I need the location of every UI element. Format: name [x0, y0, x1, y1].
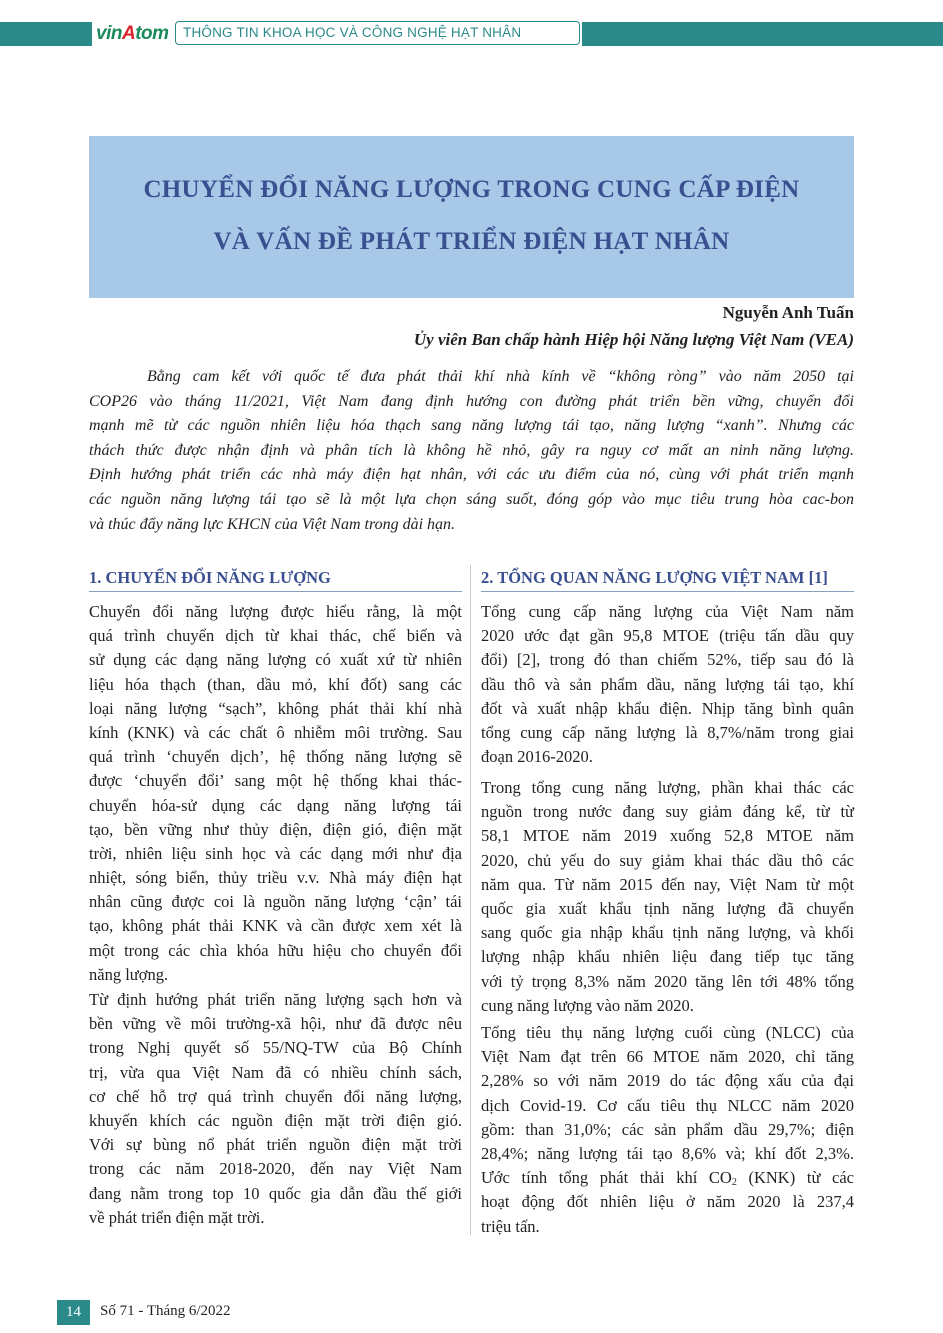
- text-line: đang nằm trong top 10 quốc gia dẫn đầu thế giới: [89, 1183, 462, 1203]
- section-2-paragraph-3: [481, 1021, 854, 1239]
- text-line: Trong tổng cung năng lượng, phần khai thác các: [481, 778, 854, 797]
- text-line: chuyển hóa-sử dụng các dạng năng lượng tái: [89, 795, 462, 815]
- text-line: tổng cung cấp năng lượng là 8,7%/năm trong giai: [481, 722, 854, 742]
- header-accent-bar-right: [582, 22, 943, 46]
- text-line: với tỷ trọng 8,3% năm 2020 tăng lên tới 48% tổng: [481, 971, 854, 991]
- text-line: trời, nhiên liệu sinh học và các dạng mới như địa: [89, 843, 462, 863]
- text-line: 28,4%; năng lượng tái tạo 8,6% và; khí đốt 2,3%.: [481, 1143, 854, 1163]
- text-line: 2,28% so với năm 2019 do tác động xấu của đại: [481, 1071, 854, 1091]
- text-line: kính (KNK) và các chất ô nhiễm môi trường. Sau: [89, 722, 462, 742]
- text-line: đoạn 2016-2020.: [481, 747, 593, 767]
- text-line: năng lượng.: [89, 964, 169, 984]
- page-number: 14: [57, 1300, 90, 1325]
- text-line: tạo, bền vững như thủy điện, điện gió, điện mặt: [89, 819, 462, 839]
- text-line: liệu hóa thạch (than, dầu mỏ, khí đốt) sang các: [89, 674, 462, 694]
- abstract-line: COP26 vào tháng 11/2021, Việt Nam đang định hướng con đường phát triển bền vững, chuyển đổi: [89, 392, 854, 410]
- text-line: trị, vừa qua Việt Nam đã có nhiều chính sách,: [89, 1062, 462, 1082]
- text-line: bền vững về môi trường-xã hội, như đã được nêu: [89, 1014, 462, 1034]
- abstract-line: Định hướng phát triển các nhà máy điện hạt nhân, với các ưu điểm của nó, cùng với phát triển mạnh: [89, 466, 854, 484]
- text-line: triệu tấn.: [481, 1216, 540, 1236]
- text-line: gồm: than 31,0%; các sản phẩm dầu 29,7%; điện: [481, 1119, 854, 1139]
- text-line: hoạt động đốt nhiên liệu ở năm 2020 là 237,4: [481, 1192, 854, 1212]
- text-line: một trong các chìa khóa hữu hiệu cho chuyển đổi: [89, 940, 462, 960]
- text-line: trong các năm 2018-2020, đến nay Việt Nam: [89, 1159, 462, 1179]
- text-line: đốt và xuất nhập khẩu điện. Nhịp tăng bình quân: [481, 698, 854, 718]
- section-1-rule: [89, 591, 462, 592]
- text-line: Tổng tiêu thụ năng lượng cuối cùng (NLCC) của: [481, 1023, 854, 1042]
- abstract-line: mạnh mẽ từ các nguồn nhiên liệu hóa thạch sang năng lượng tái tạo, năng lượng “xanh”. Nhưng các: [89, 417, 854, 435]
- article-title-line-2: VÀ VẤN ĐỀ PHÁT TRIỂN ĐIỆN HẠT NHÂN: [213, 228, 730, 255]
- abstract-line: Bằng cam kết với quốc tế đưa phát thải khí nhà kính về “không ròng” vào năm 2050 tại: [147, 368, 854, 385]
- text-line: đổi) [2], trong đó than chiếm 52%, tiếp sau đó là: [481, 650, 854, 670]
- text-line: về phát triển điện mặt trời.: [89, 1207, 265, 1227]
- section-2-heading: 2. TỔNG QUAN NĂNG LƯỢNG VIỆT NAM [1]: [481, 568, 828, 587]
- text-line: dịch Covid-19. Cơ cấu tiêu thụ NLCC năm 2020: [481, 1095, 854, 1115]
- text-line: Chuyển đổi năng lượng được hiểu rằng, là một: [89, 602, 462, 621]
- text-line: loại năng lượng “sạch”, không phát thải khí nhà: [89, 698, 462, 718]
- text-line: Việt Nam đạt trên 66 MTOE năm 2020, chỉ tăng: [481, 1047, 854, 1067]
- text-line: được ‘chuyển đổi’ sang một hệ thống khai thác-: [89, 771, 462, 791]
- abstract-line: thách thức được nhận định và phân tích là không hề nhỏ, gây ra nguy cơ mất an ninh năng lượng.: [89, 441, 854, 459]
- text-line: dầu thô và sản phẩm dầu, năng lượng tái tạo, khí: [481, 674, 854, 694]
- issue-label: Số 71 - Tháng 6/2022: [100, 1303, 231, 1319]
- section-2-rule: [481, 591, 854, 592]
- text-line: Từ định hướng phát triển năng lượng sạch hơn và: [89, 990, 462, 1009]
- text-line: Tổng cung cấp năng lượng của Việt Nam năm: [481, 602, 854, 621]
- text-line: quá trình ‘chuyển dịch’, hệ thống năng lượng sẽ: [89, 747, 462, 767]
- text-line: Với sự bùng nổ phát triển nguồn điện mặt trời: [89, 1135, 462, 1155]
- section-2-paragraph-2: [481, 776, 854, 1018]
- article-title-line-1: CHUYỂN ĐỔI NĂNG LƯỢNG TRONG CUNG CẤP ĐIỆN: [143, 176, 800, 203]
- section-1-heading: 1. CHUYỂN ĐỔI NĂNG LƯỢNG: [89, 568, 331, 587]
- text-line: năm qua. Từ năm 2015 đến nay, Việt Nam từ một: [481, 874, 854, 894]
- column-divider: [470, 565, 471, 1235]
- co2-subscript: 2: [731, 1177, 737, 1189]
- header-accent-bar-left: [0, 22, 92, 46]
- author-name: Nguyễn Anh Tuấn: [722, 303, 854, 322]
- text-line: lượng nhập khẩu nhiên liệu đang tiếp tục tăng: [481, 947, 854, 967]
- section-1-paragraph-2: [89, 988, 462, 1230]
- abstract-line: các nguồn năng lượng tái tạo sẽ là một lựa chọn sáng suốt, đóng góp vào mục tiêu trung hòa cac-bon: [89, 490, 854, 508]
- section-1-paragraph-1: [89, 600, 462, 987]
- text-line: 2020 ước đạt gần 95,8 MTOE (triệu tấn dầu quy: [481, 626, 854, 646]
- text-line: sang quốc gia nhập khẩu tịnh năng lượng, và khối: [481, 923, 854, 943]
- vinatom-logo: vinAtom: [96, 23, 169, 44]
- author-affiliation: Ủy viên Ban chấp hành Hiệp hội Năng lượng Việt Nam (VEA): [413, 330, 854, 349]
- header-section-label: THÔNG TIN KHOA HỌC VÀ CÔNG NGHỆ HẠT NHÂN: [175, 21, 580, 45]
- text-line: khuyến khích các nguồn điện mặt trời điện gió.: [89, 1110, 462, 1130]
- text-line: quốc gia xuất khẩu tịnh năng lượng đã chuyển: [481, 898, 854, 918]
- article-title-box: [89, 136, 854, 298]
- text-line: sử dụng các dạng năng lượng có xuất xứ từ nhiên: [89, 650, 462, 670]
- abstract: [89, 365, 854, 537]
- text-line: trong Nghị quyết số 55/NQ-TW của Bộ Chính: [89, 1038, 462, 1058]
- text-line: tạo, không phát thải KNK và cần được xem xét là: [89, 916, 462, 936]
- text-line: nhân cũng được coi là nguồn năng lượng ‘cận’ tái: [89, 892, 462, 912]
- text-line: cơ chế hỗ trợ quá trình chuyển đổi năng lượng,: [89, 1086, 462, 1106]
- text-line: nguồn trong nước đang suy giảm đáng kể, từ từ: [481, 802, 854, 822]
- text-line: 58,1 MTOE năm 2019 xuống 52,8 MTOE năm: [481, 826, 854, 846]
- text-line-co2: Ước tính tổng phát thải khí $CO_2$ (KNK) từ các: [481, 1168, 854, 1189]
- section-2-paragraph-1: [481, 600, 854, 769]
- text-line: 2020, chủ yếu do suy giảm khai thác dầu thô các: [481, 850, 854, 870]
- text-line: nhiệt, sóng biển, thủy triều v.v. Nhà máy điện hạt: [89, 868, 462, 888]
- text-line: cung năng lượng vào năm 2020.: [481, 995, 694, 1015]
- abstract-line: và thúc đẩy năng lực KHCN của Việt Nam trong dài hạn.: [89, 515, 456, 533]
- text-line: quá trình chuyển dịch từ khai thác, chế biến và: [89, 626, 462, 646]
